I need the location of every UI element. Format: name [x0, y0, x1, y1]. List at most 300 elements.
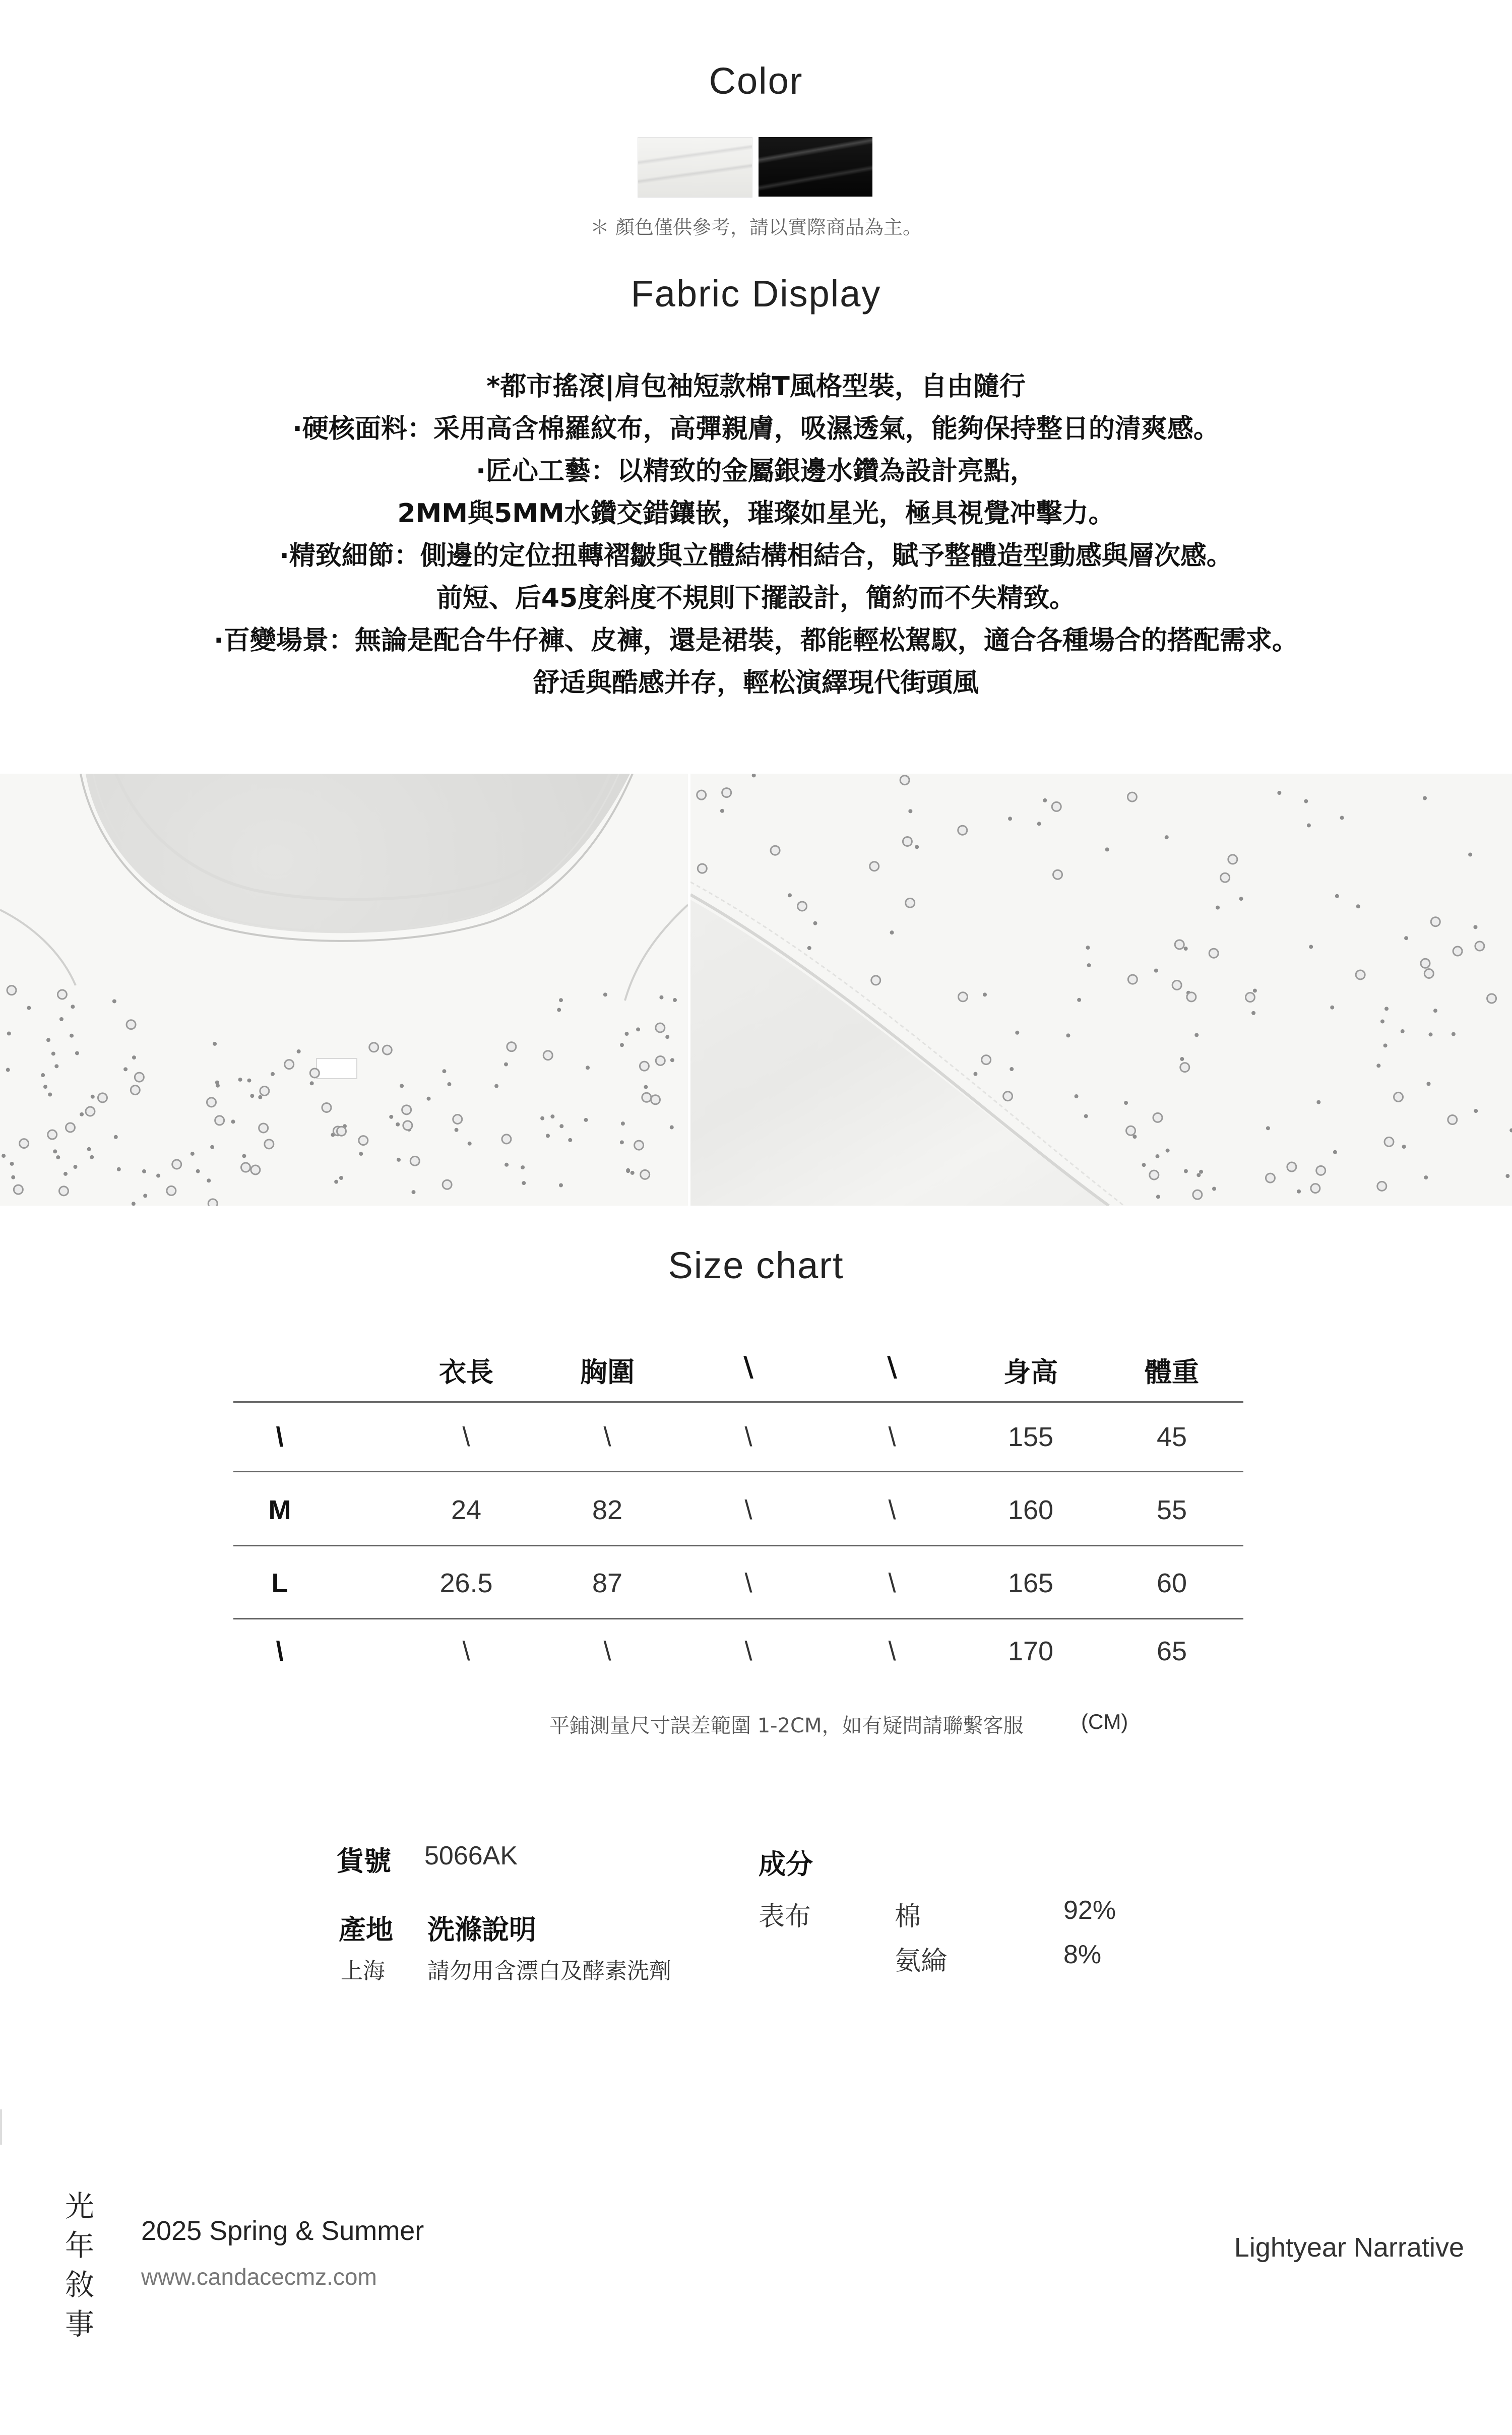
table-cell: 155 [1007, 1422, 1054, 1452]
rhinestone [207, 1178, 211, 1182]
rhinestone [915, 845, 919, 849]
description-line: ·硬核面料：采用高含棉羅紋布，高彈親膚，吸濕透氣，能夠保持整日的清爽感。 [292, 414, 1220, 444]
rhinestone [1473, 925, 1477, 929]
rhinestone [586, 1066, 590, 1070]
rhinestone [620, 1140, 624, 1144]
black-color-swatch[interactable] [759, 137, 872, 197]
rhinestone [624, 1032, 628, 1036]
rhinestone [1212, 1187, 1216, 1191]
rhinestone [635, 1141, 644, 1150]
table-cell: \ [462, 1422, 470, 1452]
table-cell: \ [462, 1636, 470, 1666]
rhinestone [1153, 1113, 1162, 1122]
rhinestone [798, 902, 807, 911]
rhinestone [673, 998, 677, 1002]
rhinestone [871, 976, 880, 985]
rhinestone [1277, 791, 1281, 795]
rhinestone [231, 1119, 235, 1123]
measurement-note: 平鋪測量尺寸誤差範圍 1-2CM，如有疑問請聯繫客服 [549, 1714, 1024, 1737]
table-cell: 165 [1007, 1568, 1054, 1598]
rhinestone [75, 1051, 79, 1055]
rhinestone [131, 1086, 140, 1095]
rhinestone [70, 1034, 74, 1038]
care-label [317, 1058, 357, 1079]
rhinestone [132, 1055, 136, 1059]
rhinestone [903, 837, 912, 846]
rhinestone [1066, 1033, 1070, 1037]
description-line: ·匠心工藝：以精致的金屬銀邊水鑽為設計亮點， [476, 456, 1036, 486]
brand-vertical-logo [62, 2187, 97, 2344]
origin-value: 上海 [341, 1958, 385, 1984]
rhinestone [251, 1165, 260, 1174]
rhinestone [196, 1169, 200, 1173]
rhinestone [1245, 993, 1254, 1002]
rhinestone [57, 990, 67, 999]
table-cell: \ [888, 1636, 896, 1666]
brand-english-name: Lightyear Narrative [1234, 2232, 1464, 2263]
rhinestone [890, 930, 894, 934]
table-row-divider [233, 1471, 1243, 1472]
tank-top-illustration [0, 774, 688, 1206]
table-cell: \ [603, 1422, 611, 1452]
rhinestone [142, 1169, 146, 1173]
size-table-header: 衣長 [439, 1356, 493, 1388]
rhinestone [670, 1058, 674, 1062]
rhinestone [1043, 798, 1047, 802]
rhinestone [447, 1082, 451, 1086]
rhinestone [807, 946, 811, 950]
material-percent: 92% [1063, 1896, 1116, 1925]
rhinestone [1487, 994, 1496, 1003]
rhinestone [127, 1020, 136, 1029]
rhinestone [135, 1073, 144, 1082]
size-label: M [268, 1495, 291, 1525]
rhinestone [310, 1081, 314, 1085]
size-label: L [271, 1568, 288, 1598]
description-line: *都市搖滾|肩包袖短款棉T風格型裝，自由隨行 [486, 371, 1026, 402]
season-label: 2025 Spring & Summer [141, 2216, 424, 2246]
rhinestone [636, 1027, 640, 1031]
rhinestone [167, 1186, 176, 1195]
table-row-divider [233, 1618, 1243, 1619]
rhinestone [1433, 1009, 1437, 1013]
material-percent: 8% [1063, 1940, 1102, 1969]
rhinestone [213, 1042, 217, 1046]
rhinestone [522, 1181, 526, 1185]
rhinestone [1384, 1137, 1394, 1146]
composition-label: 成分 [759, 1848, 813, 1880]
rhinestone [665, 1035, 669, 1039]
table-cell: \ [744, 1568, 752, 1598]
rhinestone [983, 992, 987, 996]
rhinestone [1468, 852, 1472, 856]
rhinestone [1209, 949, 1218, 958]
size-table-header: 胸圍 [580, 1356, 635, 1388]
brand-char: 光 [65, 2189, 94, 2223]
rhinestone [7, 1031, 11, 1035]
rhinestone [98, 1093, 107, 1102]
rhinestone [48, 1093, 52, 1097]
rhinestone [1401, 1029, 1405, 1033]
table-cell: 24 [451, 1495, 482, 1525]
rhinestone [1356, 970, 1365, 979]
rhinestone [310, 1069, 319, 1078]
table-cell: \ [888, 1422, 896, 1452]
rhinestone [813, 921, 817, 925]
rhinestone [1196, 1173, 1201, 1177]
rhinestone [1333, 1150, 1337, 1154]
rhinestone [1424, 969, 1433, 978]
rhinestone [443, 1180, 452, 1189]
rhinestone [550, 1114, 554, 1118]
rhinestone [1287, 1162, 1296, 1171]
rhinestone [568, 1138, 572, 1142]
rhinestone [396, 1122, 400, 1127]
rhinestone [641, 1170, 650, 1179]
rhinestone [114, 1135, 118, 1139]
rhinestone [1253, 988, 1257, 992]
rhinestone [626, 1168, 630, 1172]
rhinestone [132, 1202, 136, 1206]
table-cell: 65 [1156, 1636, 1187, 1666]
table-cell: 26.5 [439, 1568, 493, 1598]
rhinestone [1380, 1019, 1384, 1023]
rhinestone [1010, 1067, 1014, 1071]
rhinestone [1421, 959, 1430, 968]
rhinestone [71, 1005, 75, 1009]
rhinestone [900, 776, 909, 785]
rhinestone [1428, 1032, 1432, 1036]
rhinestone [453, 1115, 462, 1124]
rhinestone [908, 809, 912, 813]
rhinestone [1187, 992, 1196, 1002]
rhinestone [502, 1135, 511, 1144]
color-heading: Color [709, 60, 803, 102]
description-line: ·百變場景：無論是配合牛仔褲、皮褲，還是裙裝，都能輕松駕馭，適合各種場合的搭配需求。 [214, 626, 1298, 656]
rhinestone [1184, 947, 1188, 951]
table-cell: 87 [592, 1568, 623, 1598]
fabric-heading: Fabric Display [631, 273, 881, 315]
rhinestone [2, 1154, 6, 1158]
rhinestone [56, 1155, 60, 1159]
rhinestone [1087, 963, 1091, 967]
rhinestone [46, 1038, 50, 1042]
rhinestone [1377, 1181, 1387, 1191]
rhinestone [670, 1126, 674, 1130]
rhinestone [1015, 1031, 1019, 1035]
rhinestone [66, 1123, 75, 1132]
rhinestone [1453, 947, 1462, 956]
rhinestone [117, 1167, 121, 1171]
rhinestone [59, 1187, 68, 1196]
rhinestone [369, 1043, 379, 1052]
white-color-swatch[interactable] [638, 137, 752, 198]
rhinestone [1172, 980, 1181, 989]
rhinestone [642, 1093, 651, 1102]
table-cell: 55 [1156, 1495, 1187, 1525]
rhinestone [43, 1085, 47, 1089]
rhinestone [250, 1094, 254, 1098]
rhinestone [403, 1121, 412, 1130]
rhinestone [1340, 816, 1344, 820]
rhinestone [191, 1152, 195, 1156]
rhinestone [505, 1163, 509, 1167]
rhinestone [788, 893, 792, 897]
rhinestone [1193, 1190, 1202, 1199]
rhinestone [631, 1171, 635, 1175]
rhinestone [1142, 1163, 1146, 1167]
table-cell: 170 [1007, 1636, 1054, 1666]
rhinestone [1216, 906, 1220, 910]
rhinestone [260, 1086, 269, 1095]
rhinestone [259, 1123, 268, 1133]
rhinestone [1165, 835, 1169, 839]
rhinestone [156, 1174, 160, 1178]
rhinestone [1184, 1169, 1188, 1173]
rhinestone [1384, 1007, 1389, 1011]
rhinestone [271, 1072, 275, 1076]
rhinestone [959, 992, 968, 1002]
rhinestone [337, 1127, 346, 1136]
rhinestone [559, 1183, 563, 1188]
rhinestone [1105, 847, 1109, 851]
rhinestone [241, 1163, 250, 1172]
rhinestone [543, 1051, 552, 1060]
rhinestone [546, 1134, 550, 1138]
rhinestone [20, 1139, 29, 1148]
rhinestone [86, 1107, 95, 1116]
size-table-header: 身高 [1003, 1356, 1058, 1388]
table-cell: \ [744, 1495, 752, 1525]
rhinestone [90, 1155, 94, 1159]
rhinestone [1297, 1190, 1301, 1194]
rhinestone [359, 1152, 363, 1156]
rhinestone [1150, 1170, 1159, 1179]
rhinestone [1166, 1149, 1170, 1153]
rhinestone [540, 1116, 544, 1120]
rhinestone [411, 1190, 415, 1194]
rhinestone [1086, 946, 1090, 950]
rhinestone [1228, 855, 1237, 864]
rhinestone [27, 1006, 31, 1010]
rhinestone [11, 1175, 15, 1179]
rhinestone [1194, 1033, 1199, 1037]
brand-char: 事 [65, 2307, 94, 2341]
rhinestone [247, 1079, 251, 1083]
size-table-header: \ [887, 1351, 897, 1383]
rhinestone [1394, 1092, 1403, 1101]
table-cell: \ [744, 1636, 752, 1666]
rhinestone [1084, 1114, 1088, 1118]
rhinestone [504, 1063, 508, 1067]
rhinestone [1431, 917, 1440, 926]
rhinestone [14, 1185, 23, 1194]
rhinestone [494, 1084, 498, 1088]
rhinestone [507, 1042, 516, 1051]
rhinestone [870, 862, 879, 871]
rhinestone [1126, 1126, 1136, 1135]
rhinestone [1155, 1154, 1159, 1158]
rhinestone [242, 1154, 246, 1158]
table-cell: \ [888, 1495, 896, 1525]
size-label: \ [276, 1422, 284, 1452]
table-cell: 45 [1156, 1422, 1187, 1452]
rhinestone [1448, 1115, 1457, 1125]
rhinestone [7, 986, 16, 995]
origin-label: 產地 [339, 1914, 393, 1946]
rhinestone [48, 1130, 57, 1139]
rhinestone [559, 998, 563, 1002]
rhinestone [1124, 1101, 1128, 1105]
rhinestone [258, 1095, 262, 1099]
rhinestone [123, 1067, 128, 1071]
rhinestone [1356, 904, 1360, 908]
rhinestone [1128, 975, 1137, 984]
rhinestone [1376, 1064, 1380, 1068]
color-disclaimer: ＊ 顏色僅供參考，請以實際商品為主。 [590, 216, 922, 238]
rhinestone [1424, 1175, 1428, 1179]
rhinestone [1304, 799, 1308, 803]
rhinestone [80, 1112, 84, 1116]
rhinestone [1311, 1184, 1320, 1193]
rhinestone [10, 1162, 14, 1166]
rhinestone [621, 1121, 625, 1126]
unit-label: (CM) [1081, 1710, 1128, 1733]
rhinestone [1052, 802, 1061, 811]
rhinestone [1307, 824, 1311, 828]
rhinestone [397, 1158, 401, 1162]
rhinestone [1251, 1011, 1255, 1015]
rhinestone [771, 846, 780, 855]
rhinestone [982, 1055, 991, 1065]
rhinestone [427, 1097, 431, 1101]
rhinestone [339, 1176, 343, 1180]
rhinestone [383, 1045, 392, 1054]
rhinestone [1003, 1092, 1013, 1101]
rhinestone [656, 1023, 665, 1032]
rhinestone [720, 809, 724, 813]
rhinestone [1423, 796, 1427, 800]
rhinestone [644, 1085, 648, 1089]
rhinestone [1383, 1043, 1388, 1047]
rhinestone [41, 1073, 45, 1077]
rhinestone [1266, 1126, 1270, 1130]
rhinestone [1266, 1173, 1275, 1182]
rhinestone [1452, 1032, 1456, 1036]
table-cell: \ [888, 1568, 896, 1598]
rhinestone [958, 826, 967, 835]
rhinestone [722, 788, 731, 797]
rhinestone [322, 1103, 331, 1112]
rhinestone [973, 1072, 977, 1076]
rhinestone [215, 1116, 224, 1125]
rhinestone [91, 1095, 95, 1099]
rhinestone [6, 1068, 10, 1072]
rhinestone [410, 1156, 419, 1165]
rhinestone [73, 1165, 77, 1169]
material-name: 棉 [895, 1902, 921, 1932]
rhinestone [455, 1128, 459, 1132]
table-cell: \ [603, 1636, 611, 1666]
rhinestone [1154, 969, 1158, 973]
rhinestone [1404, 936, 1408, 940]
description-line: 前短、后45度斜度不規則下擺設計，簡約而不失精致。 [436, 583, 1076, 613]
rhinestone [87, 1147, 91, 1151]
description-line: 舒适與酷感并存，輕松演繹現代街頭風 [533, 668, 979, 698]
rhinestone [620, 1043, 624, 1047]
rhinestone [334, 1180, 338, 1184]
rhinestone [1180, 1057, 1184, 1061]
rhinestone [1075, 1094, 1079, 1098]
wash-label: 洗滌說明 [427, 1914, 536, 1946]
rhinestone [1180, 1063, 1189, 1072]
rhinestone [1330, 1006, 1334, 1010]
rhinestone [1008, 817, 1012, 821]
size-chart-heading: Size chart [668, 1244, 844, 1286]
sku-label: 貨號 [337, 1845, 391, 1877]
rhinestone [559, 1124, 563, 1128]
description-line: 2MM與5MM水鑽交錯鑲嵌，璀璨如星光，極具視覺冲擊力。 [397, 498, 1115, 529]
fabric-closeup-photo [690, 774, 1512, 1206]
rhinestone [1156, 1195, 1160, 1199]
rhinestone [1037, 822, 1041, 826]
rhinestone [297, 1049, 301, 1053]
rhinestone [1309, 945, 1313, 949]
table-cell: 60 [1156, 1568, 1187, 1598]
rhinestone [1239, 897, 1243, 901]
rhinestone [584, 1118, 588, 1122]
rhinestone [402, 1105, 411, 1114]
fabric-closeup-illustration [690, 774, 1512, 1206]
material-name: 氨綸 [895, 1946, 948, 1976]
description-line: ·精致細節：側邊的定位扭轉褶皺與立體結構相結合，賦予整體造型動感與層次感。 [279, 541, 1233, 571]
brand-char: 年 [65, 2228, 94, 2263]
rhinestone [697, 790, 706, 799]
fabric-description [0, 365, 1512, 704]
rhinestone [521, 1165, 525, 1169]
rhinestone [906, 898, 915, 907]
brand-char: 敘 [65, 2268, 94, 2302]
rhinestone [1316, 1166, 1326, 1175]
rhinestone [207, 1098, 216, 1107]
rhinestone [400, 1084, 404, 1088]
table-cell: \ [744, 1422, 752, 1452]
rhinestone [238, 1078, 242, 1082]
table-cell: 82 [592, 1495, 623, 1525]
rhinestone [143, 1194, 147, 1198]
rhinestone [359, 1136, 368, 1145]
rhinestone [1316, 1100, 1320, 1104]
rhinestone [603, 992, 607, 996]
rhinestone [216, 1084, 220, 1088]
rhinestone [1505, 1174, 1509, 1178]
fabric-label: 表布 [759, 1902, 811, 1932]
website-link[interactable]: www.candacecmz.com [141, 2264, 377, 2290]
table-row-divider [233, 1401, 1243, 1403]
rhinestone [1335, 894, 1339, 898]
rhinestone [389, 1115, 393, 1119]
rhinestone [468, 1142, 472, 1146]
rhinestone [659, 995, 663, 1000]
rhinestone [656, 1056, 665, 1065]
rhinestone [698, 864, 707, 873]
rhinestone [53, 1149, 57, 1153]
rhinestone [51, 1051, 55, 1055]
rhinestone [1426, 1082, 1430, 1086]
rhinestone [1474, 1109, 1478, 1113]
rhinestone [210, 1145, 214, 1149]
wash-value: 請勿用含漂白及酵素洗劑 [427, 1958, 671, 1984]
